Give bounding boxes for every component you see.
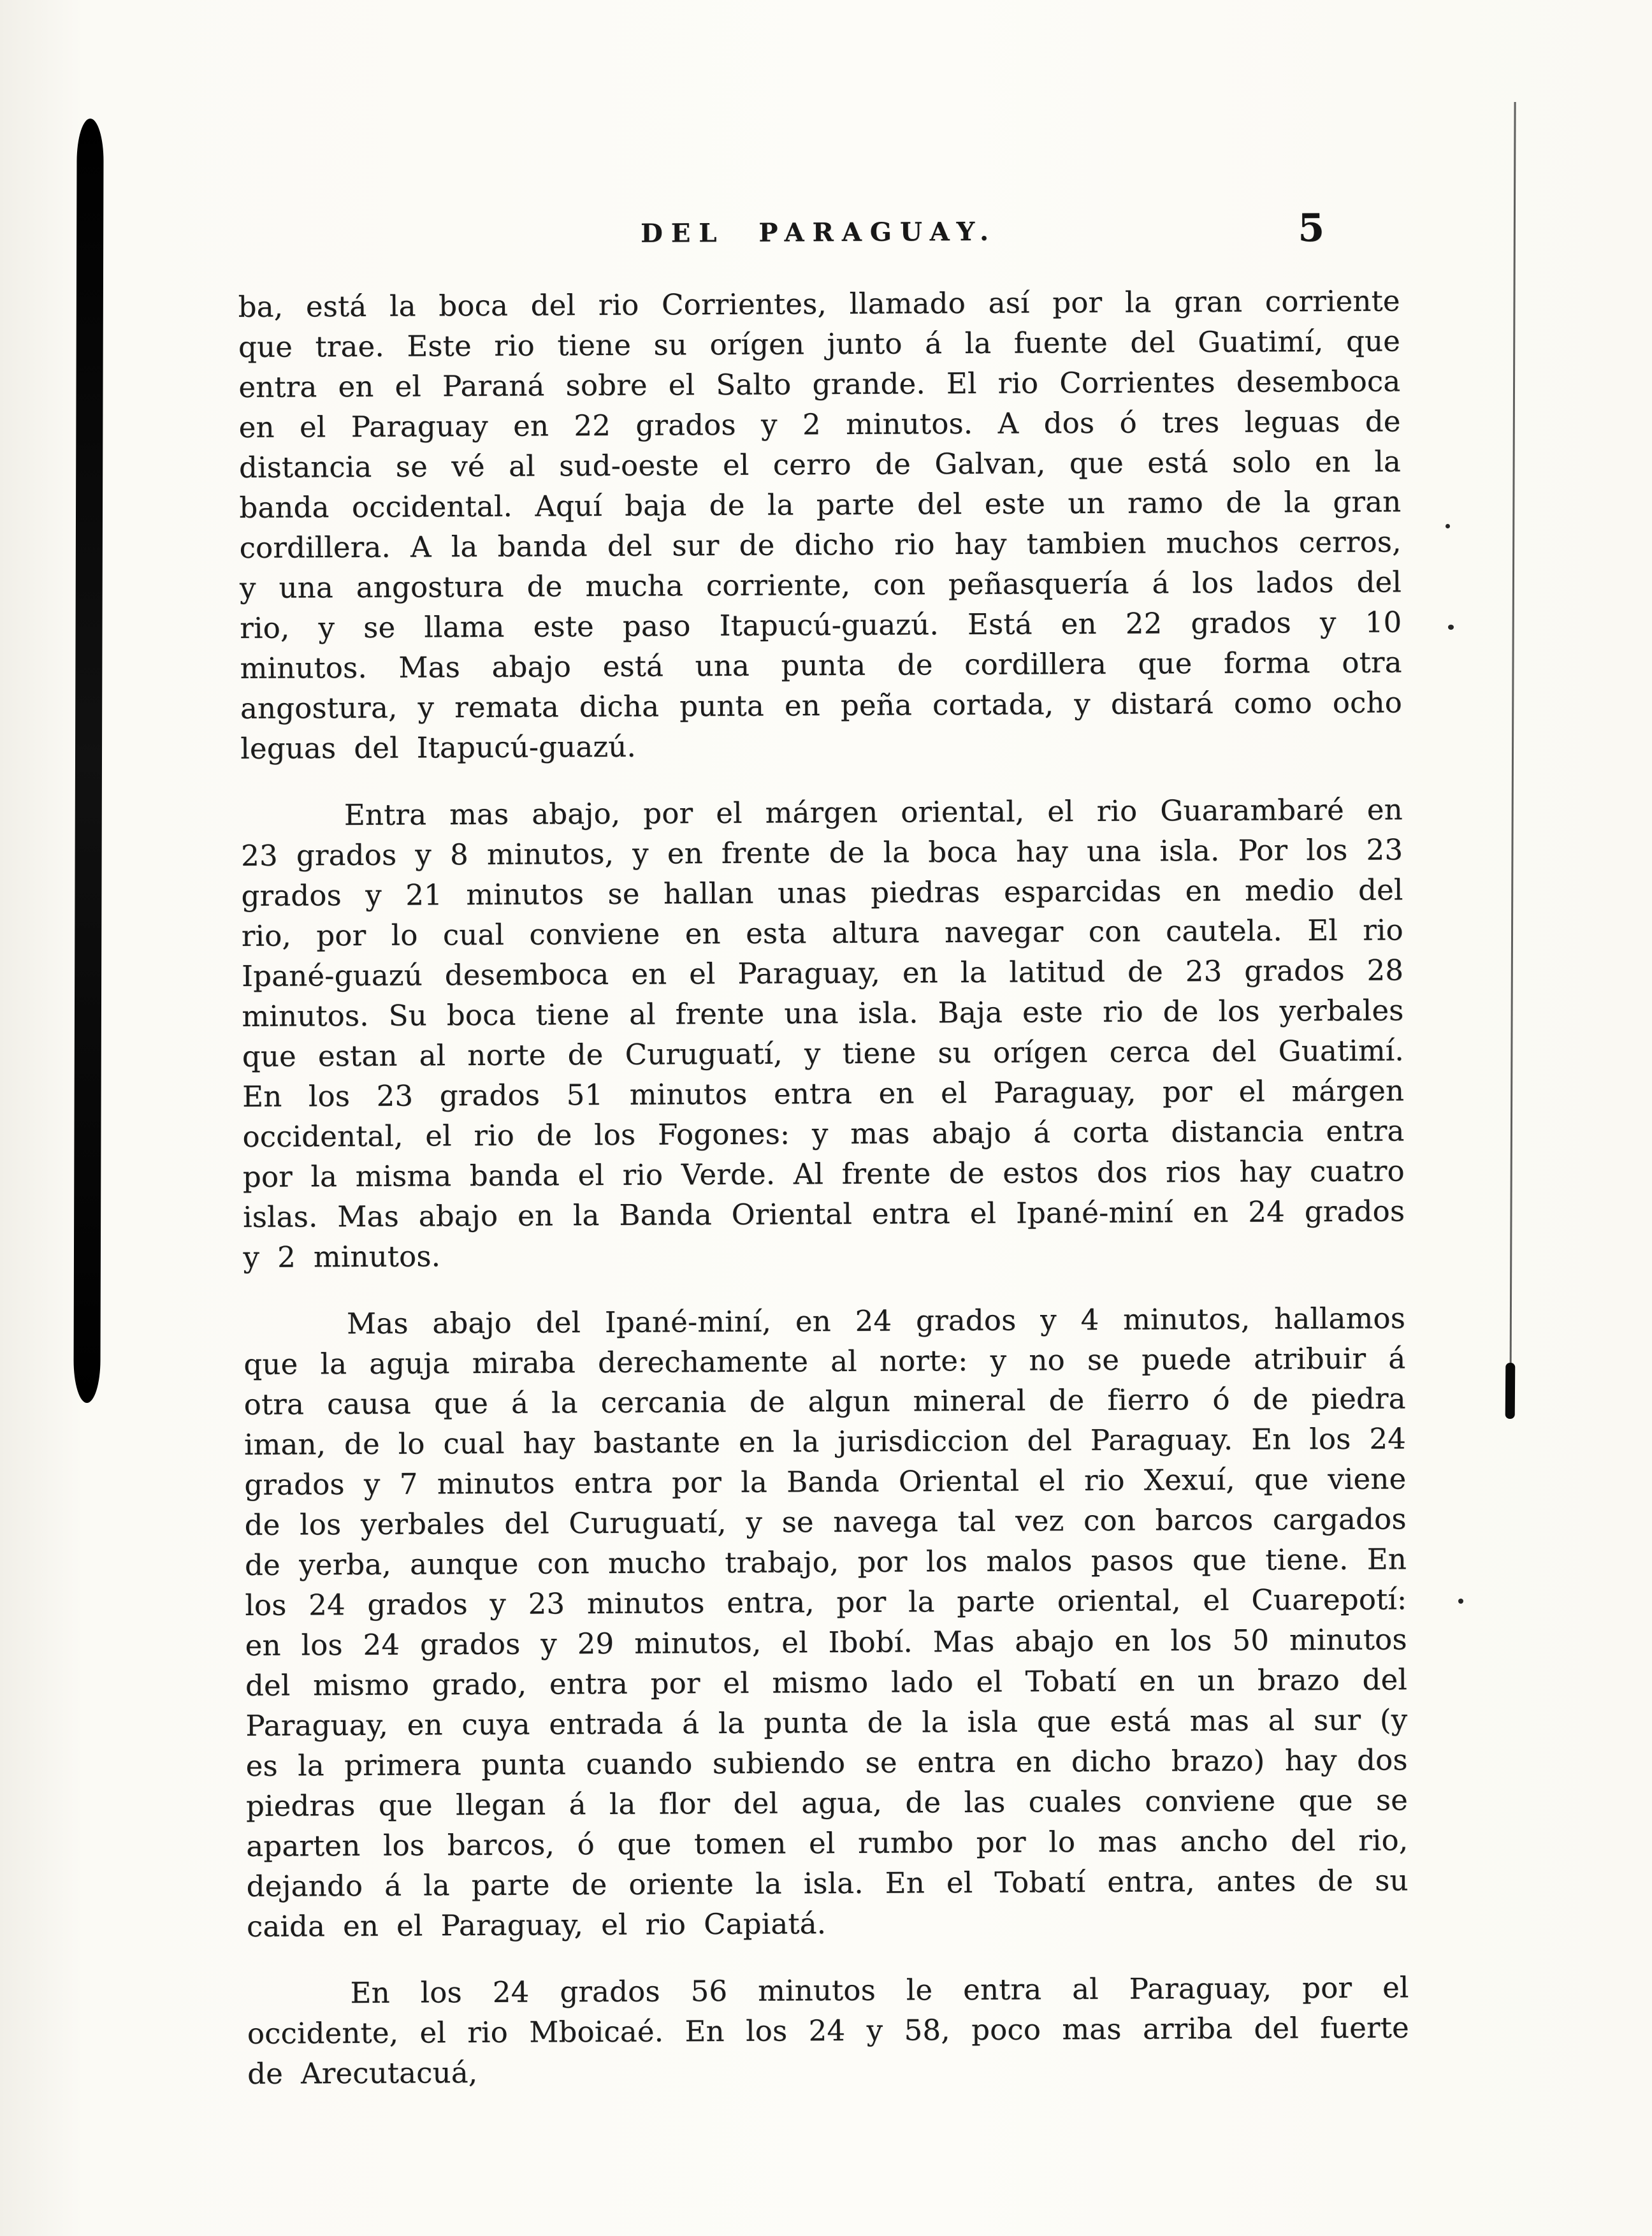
paragraph-2: Entra mas abajo, por el márgen oriental, el rio Guarambaré en 23 grados y 8 minutos, y en frente de la boca hay una isla. Por los 23 grados y 21 minutos se hallan unas piedras esparcidas en medio del rio, por lo cual conviene en esta altura navegar con cautela. El rio Ipané-guazú desemboca en el Paraguay, en la latitud de 23 grados 28 minutos. Su boca tiene al frente una isla. Baja este rio de los yerbales que estan al norte de Curuguatí, y tiene su orígen cerca del Guatimí. En los 23 grados 51 minutos entra en el Paraguay, por el márgen occidental, el rio de los Fogones: y mas abajo á corta distancia entra por la misma banda el rio Verde. Al frente de estos dos rios hay cuatro islas. Mas abajo en la Banda Oriental entra el Ipané-miní en 24 grados y 2 minutos. [241, 792, 1405, 1274]
ink-speck [1446, 524, 1450, 528]
ink-speck [1448, 625, 1454, 630]
page-number: 5 [1298, 206, 1325, 251]
page-content [238, 206, 1410, 2121]
right-page-edge-line [1509, 102, 1516, 1412]
running-header-title: DEL PARAGUAY. [641, 216, 997, 249]
paragraph-4: En los 24 grados 56 minutos le entra al Paraguay, por el occidente, el rio Mboicaé. En los 24 y 58, poco mas arriba del fuerte de Arecutacuá, [247, 1970, 1410, 2091]
left-binding-shadow [73, 119, 103, 1403]
right-edge-ink-mark [1505, 1363, 1516, 1419]
page-header [238, 206, 1400, 287]
ink-speck [1458, 1599, 1463, 1604]
paragraph-3: Mas abajo del Ipané-miní, en 24 grados y 4 minutos, hallamos que la aguja miraba derechamente al norte: y no se puede atribuir á otra causa que á la cercania de algun mineral de fierro ó de piedra iman, de lo cual hay bastante en la jurisdiccion del Paraguay. En los 24 grados y 7 minutos entra por la Banda Oriental el rio Xexuí, que viene de los yerbales del Curuguatí, y se navega tal vez con barcos cargados de yerba, aunque con mucho trabajo, por los malos pasos que tiene. En los 24 grados y 23 minutos entra, por la parte oriental, el Cuarepotí: en los 24 grados y 29 minutos, el Ibobí. Mas abajo en los 50 minutos del mismo grado, entra por el mismo lado el Tobatí en un brazo del Paraguay, en cuya entrada á la punta de la isla que está mas al sur (y es la primera punta cuando subiendo se entra en dicho brazo) hay dos piedras que llegan á la flor del agua, de las cuales conviene que se aparten los barcos, ó que tomen el rumbo por lo mas ancho del rio, dejando á la parte de oriente la isla. En el Tobatí entra, antes de su caida en el Paraguay, el rio Capiatá. [243, 1301, 1409, 1943]
paragraph-1: ba, está la boca del rio Corrientes, llamado así por la gran corriente que trae. Este rio tiene su orígen junto á la fuente del Guatimí, que entra en el Paraná sobre el Salto grande. El rio Corrientes desemboca en el Paraguay en 22 grados y 2 minutos. A dos ó tres leguas de distancia se vé al sud-oeste el cerro de Galvan, que está solo en la banda occidental. Aquí baja de la parte del este un ramo de la gran cordillera. A la banda del sur de dicho rio hay tambien muchos cerros, y una angostura de mucha corriente, con peñasquería á los lados del rio, y se llama este paso Itapucú-guazú. Está en 22 grados y 10 minutos. Mas abajo está una punta de cordillera que forma otra angostura, y remata dicha punta en peña cortada, y distará como ocho leguas del Itapucú-guazú. [238, 284, 1403, 766]
